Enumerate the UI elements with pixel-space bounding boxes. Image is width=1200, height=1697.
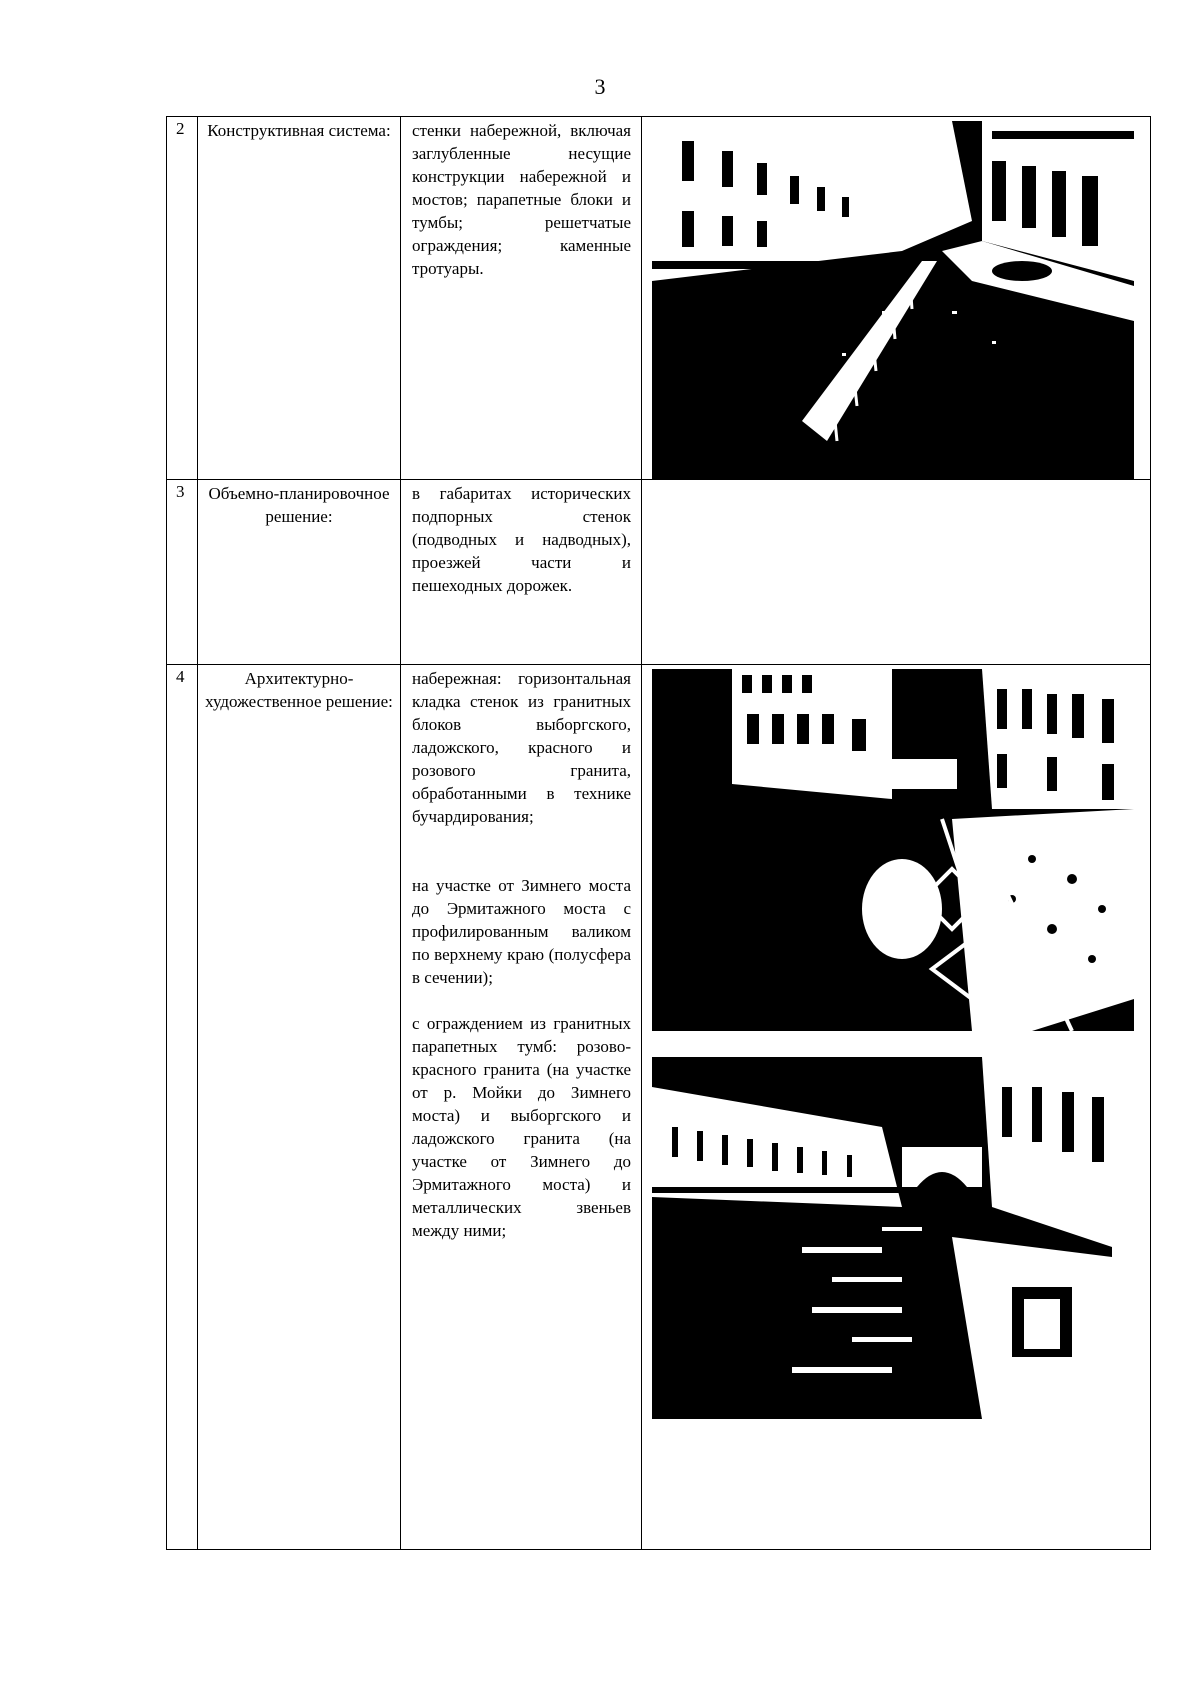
embankment-railing-photo [652, 669, 1134, 1031]
table-row [167, 665, 1151, 1550]
specification-table [166, 116, 1151, 1550]
canal-embankment-street-photo [652, 121, 1134, 479]
row-number: 3 [176, 482, 185, 501]
description-paragraph: на участке от Зимнего моста до Эрмитажного моста с профилированным валиком по верхнему краю (полусфера в сечении); [412, 876, 631, 987]
row-description [401, 480, 641, 597]
page-number: 3 [594, 74, 606, 99]
row-number: 4 [176, 667, 185, 686]
row-number: 2 [176, 119, 185, 138]
row-name-cell [198, 117, 401, 480]
row-photo-cell [642, 480, 1151, 665]
row-photo-cell [642, 117, 1151, 480]
row-name: Объемно-планировочное решение: [208, 484, 390, 526]
row-name-cell [198, 665, 401, 1550]
row-description [401, 665, 641, 1242]
row-photo-cell [642, 665, 1151, 1550]
description-paragraph: в габаритах исторических подпорных стенок (подводных и надводных), проезжей части и пешеходных дорожек. [412, 484, 631, 595]
row-name: Архитектурно-художественное решение: [205, 669, 393, 711]
row-number-cell [167, 117, 198, 480]
description-paragraph: набережная: горизонтальная кладка стенок из гранитных блоков выборгского, ладожского, красного и розового гранита, обработанными в технике бучардирования; [412, 669, 631, 826]
row-name: Конструктивная система: [207, 121, 391, 140]
table-row [167, 117, 1151, 480]
row-description-cell [401, 480, 642, 665]
row-number-cell [167, 665, 198, 1550]
description-paragraph: стенки набережной, включая заглубленные несущие конструкции набережной и мостов; парапетные блоки и тумбы; решетчатые ограждения; каменные тротуары. [412, 121, 631, 278]
table-row [167, 480, 1151, 665]
row-description [401, 117, 641, 280]
row-description-cell [401, 117, 642, 480]
row-description-cell [401, 665, 642, 1550]
row-name-cell [198, 480, 401, 665]
description-paragraph: с ограждением из гранитных парапетных тумб: розово-красного гранита (на участке от р. Мойки до Зимнего моста) и выборгского и ладожского гранита (на участке от Зимнего до Эрмитажного моста) и металлических звеньев между ними; [412, 1014, 631, 1240]
row-number-cell [167, 480, 198, 665]
canal-bridge-arch-photo [652, 1057, 1112, 1419]
